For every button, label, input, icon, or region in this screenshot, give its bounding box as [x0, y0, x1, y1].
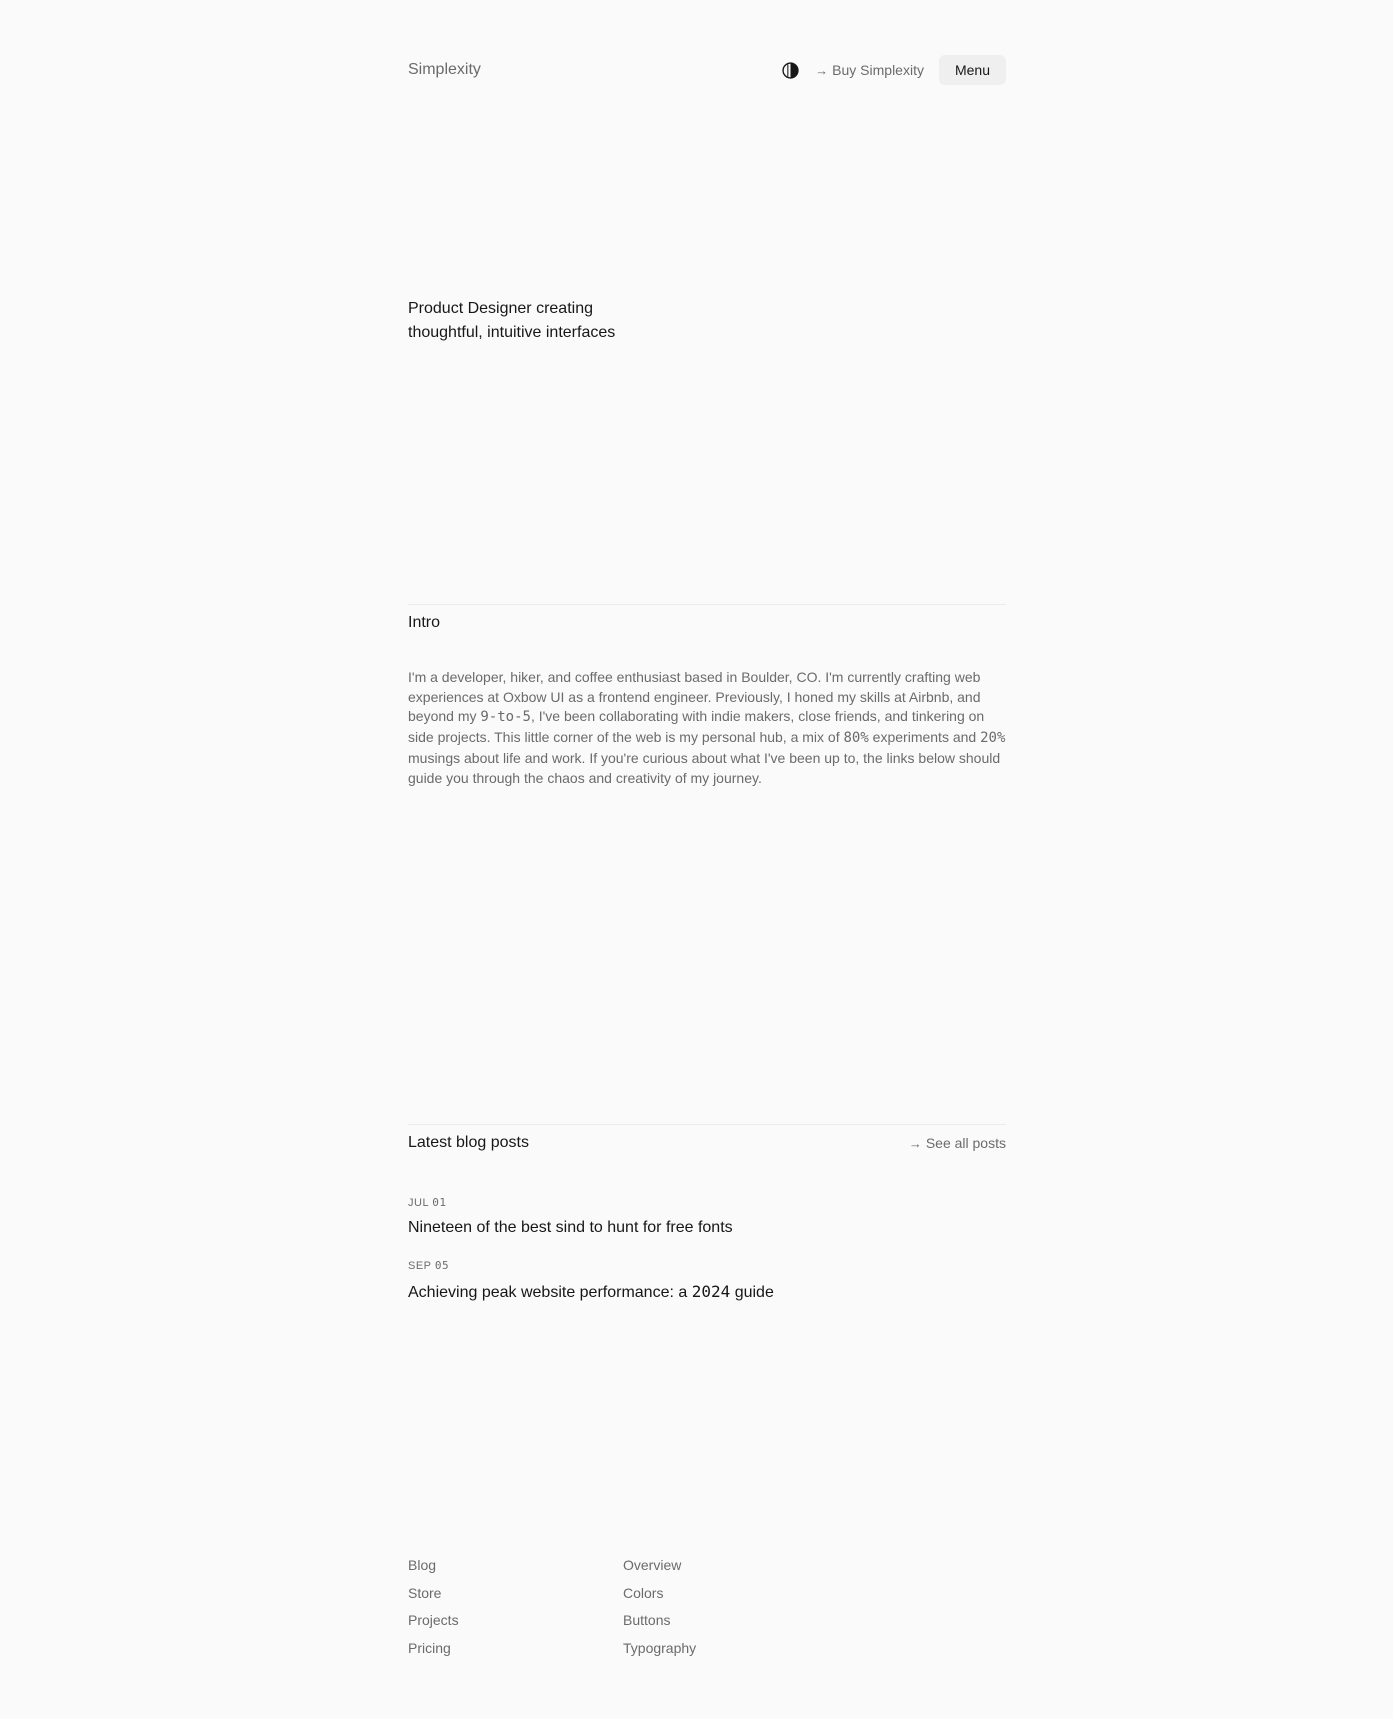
- blog-post: [408, 1196, 1006, 1237]
- footer-item: [623, 1557, 696, 1585]
- post-date: [408, 1259, 1006, 1272]
- footer-item: [623, 1585, 696, 1613]
- footer-link-buttons[interactable]: Buttons: [623, 1612, 671, 1628]
- intro-code-80: 80%: [843, 730, 869, 747]
- intro-code-9to5: 9-to-5: [480, 709, 531, 726]
- intro-text-2: , I've been collaborating with indie makers, close friends, and tinkering on side projects. This little corner of the web is my personal hub, a mix of: [408, 708, 985, 746]
- footer-link-overview[interactable]: Overview: [623, 1557, 682, 1573]
- footer-item: [623, 1612, 696, 1640]
- intro-text-3: experiments and: [868, 729, 981, 746]
- footer-link-projects[interactable]: Projects: [408, 1612, 459, 1628]
- intro-divider: [408, 604, 1006, 605]
- brand-logo[interactable]: Simplexity: [408, 61, 481, 78]
- post-title-link[interactable]: [408, 1282, 1006, 1302]
- see-all-posts-link[interactable]: [909, 1135, 1006, 1151]
- blog-post: [408, 1259, 1006, 1302]
- arrow-right-icon: →: [908, 1135, 922, 1151]
- see-all-label: See all posts: [925, 1135, 1006, 1151]
- blog-divider: [408, 1124, 1006, 1125]
- intro-code-20: 20%: [980, 730, 1006, 747]
- contrast-icon[interactable]: [781, 61, 799, 79]
- intro-paragraph: [408, 668, 1006, 788]
- post-title-year: 2024: [691, 1282, 731, 1301]
- post-date-month: JUL: [408, 1197, 429, 1209]
- hero-line-2: thoughtful, intuitive interfaces: [408, 324, 616, 341]
- footer-item: [408, 1612, 459, 1640]
- post-title-text-2: guide: [730, 1284, 774, 1301]
- arrow-right-icon: →: [815, 62, 829, 78]
- footer-nav-main: [408, 1557, 459, 1667]
- footer-link-store[interactable]: Store: [408, 1584, 442, 1601]
- blog-header: [408, 1134, 1006, 1152]
- blog-title: Latest blog posts: [408, 1134, 529, 1151]
- footer-nav-design: [623, 1557, 696, 1667]
- footer-link-typography[interactable]: Typography: [623, 1639, 697, 1656]
- footer-item: [623, 1640, 696, 1668]
- footer-item: [408, 1557, 459, 1585]
- site-header: [408, 55, 1006, 85]
- menu-button[interactable]: Menu: [939, 55, 1006, 85]
- buy-simplexity-link[interactable]: [815, 62, 924, 78]
- footer-link-colors[interactable]: Colors: [623, 1584, 664, 1601]
- intro-title: Intro: [408, 614, 441, 631]
- intro-text-1: I'm a developer, hiker, and coffee enthusiast based in Boulder, CO. I'm currently crafting web experiences at Oxbow UI as a frontend engineer. Previously, I honed my skills at Airbnb, and beyond my: [408, 669, 981, 725]
- post-date: [408, 1196, 1006, 1209]
- hero-heading: [408, 297, 648, 345]
- intro-text-4: musings about life and work. If you're curious about what I've been up to, the links below should guide you through the chaos and creativity of my journey.: [408, 749, 1001, 786]
- post-date-day: 05: [434, 1259, 450, 1272]
- hero-line-1: Product Designer creating: [408, 300, 593, 317]
- footer-link-pricing[interactable]: Pricing: [408, 1639, 451, 1656]
- buy-link-label: Buy Simplexity: [832, 62, 924, 78]
- post-title-text-1: Achieving peak website performance: a: [408, 1284, 692, 1301]
- post-date-day: 01: [432, 1196, 447, 1209]
- post-title-link[interactable]: Nineteen of the best sind to hunt for free fonts: [408, 1219, 733, 1236]
- footer-link-blog[interactable]: Blog: [408, 1557, 437, 1573]
- footer-item: [408, 1640, 459, 1668]
- post-date-month: SEP: [408, 1260, 432, 1272]
- footer-item: [408, 1585, 459, 1613]
- header-actions: [781, 55, 1006, 85]
